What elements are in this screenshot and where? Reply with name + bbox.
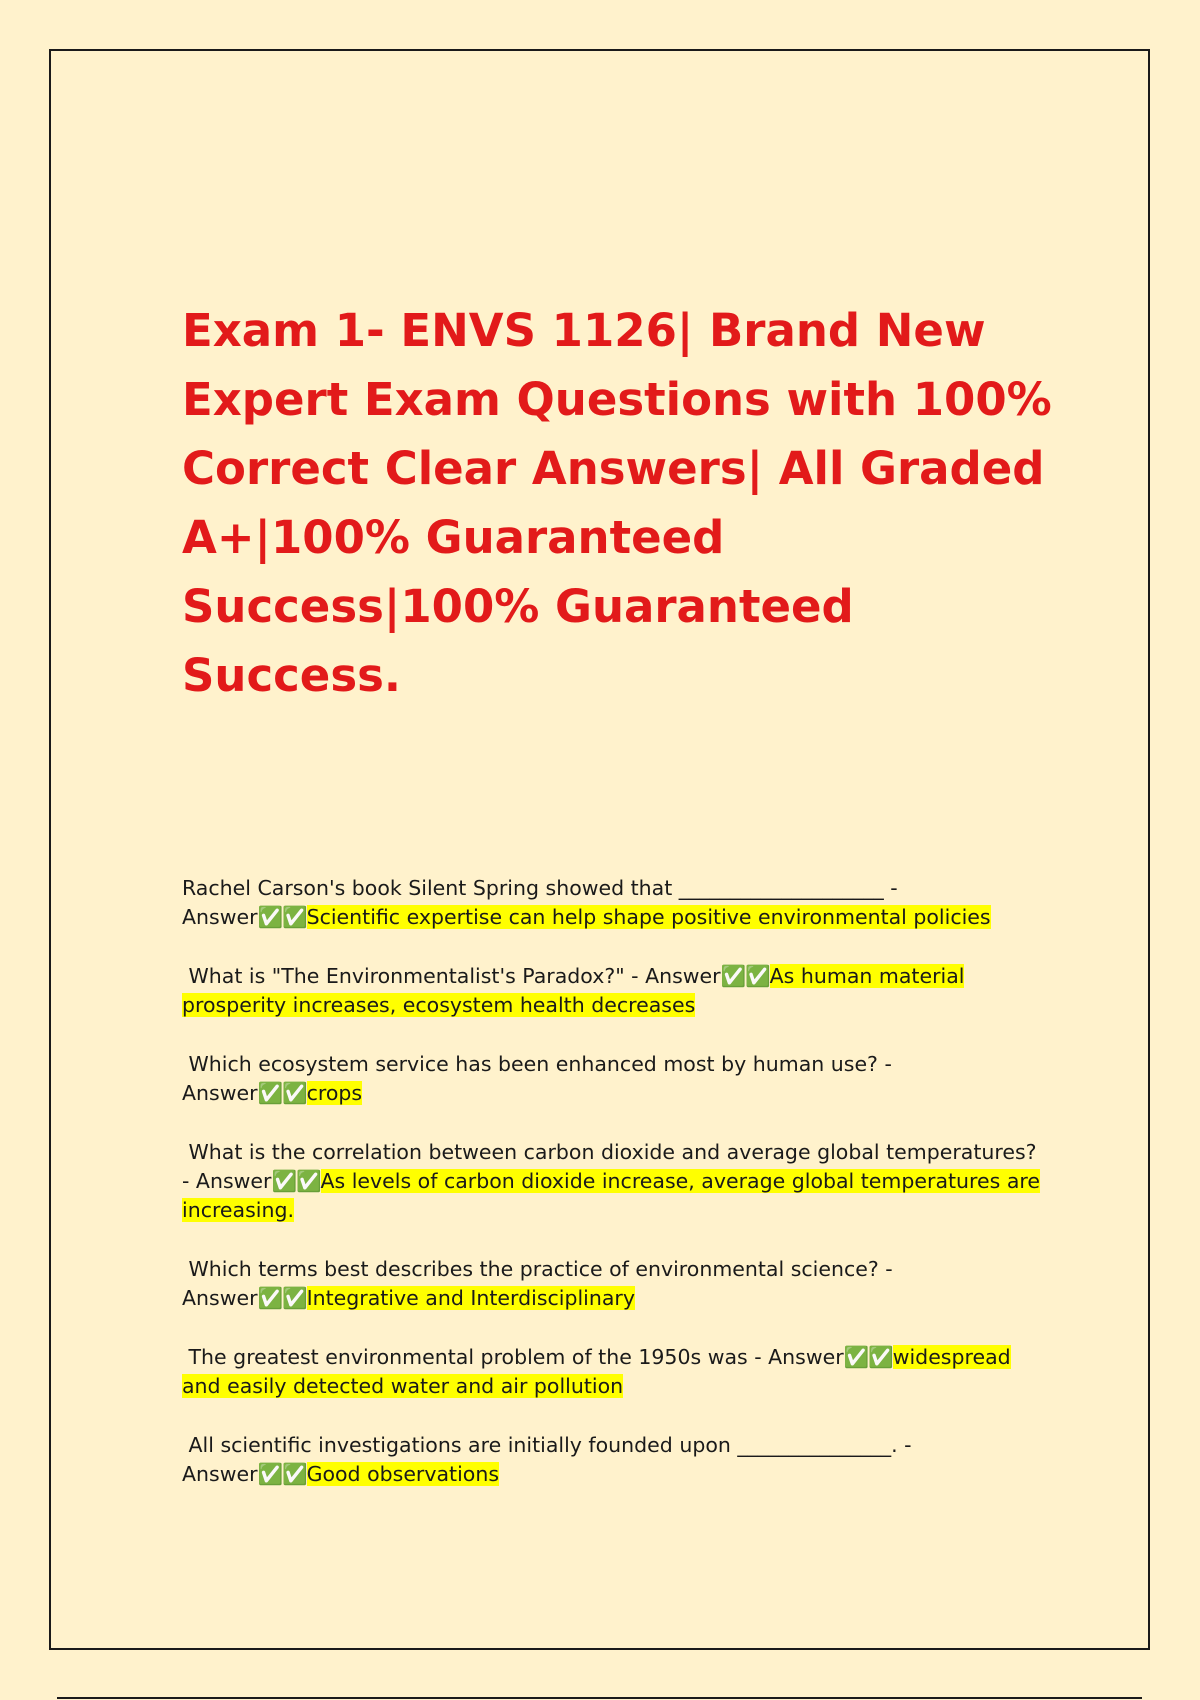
question-text: Which terms best describes the practice of environmental science? - [182,1257,900,1281]
answer-label: Answer [182,905,258,929]
answer-label: Answer [182,1462,258,1486]
answer-text: As levels of carbon dioxide increase, average global temperatures are increasing. [182,1169,1040,1222]
answer-label: Answer [195,1169,272,1193]
double-check-icon: ✅✅ [257,1081,307,1105]
question-text: The greatest environmental problem of the 1950s was - [182,1345,769,1369]
double-check-icon: ✅✅ [720,964,770,988]
question-list [182,874,1042,1519]
double-check-icon: ✅✅ [271,1169,321,1193]
document-title: Exam 1- ENVS 1126| Brand New Expert Exam Questions with 100% Correct Clear Answers| All Graded A+|100% Guaranteed Success|100% Guaranteed Success. [182,304,1052,702]
answer-text: As human material prosperity increases, ecosystem health decreases [182,964,965,1017]
question-text: Rachel Carson's book Silent Spring showed that ____________________ - [182,876,905,900]
question-text: What is "The Environmentalist's Paradox?" - [182,964,646,988]
double-check-icon: ✅✅ [257,905,307,929]
page-bottom-rule [57,1697,1142,1699]
answer-text: widespread and easily detected water and air pollution [182,1345,1011,1398]
question-item-6 [182,1343,1042,1401]
question-item-1 [182,874,1042,932]
question-item-4 [182,1138,1042,1225]
answer-label: Answer [645,964,721,988]
answer-label: Answer [182,1286,258,1310]
answer-label: Answer [768,1345,844,1369]
double-check-icon: ✅✅ [257,1286,307,1310]
question-item-3 [182,1050,1042,1108]
question-text: Which ecosystem service has been enhanced most by human use? - [182,1052,899,1076]
answer-text: Integrative and Interdisciplinary [306,1286,635,1310]
answer-text: Good observations [306,1462,499,1486]
question-text: All scientific investigations are initially founded upon _______________. - [182,1433,919,1457]
answer-label: Answer [182,1081,258,1105]
question-text: What is the correlation between carbon dioxide and average global temperatures? - [182,1140,1044,1193]
answer-text: crops [306,1081,363,1105]
question-item-5 [182,1255,1042,1313]
question-item-2 [182,962,1042,1020]
double-check-icon: ✅✅ [257,1462,307,1486]
answer-text: Scientific expertise can help shape positive environmental policies [306,905,991,929]
question-item-7 [182,1431,1042,1489]
double-check-icon: ✅✅ [843,1345,893,1369]
